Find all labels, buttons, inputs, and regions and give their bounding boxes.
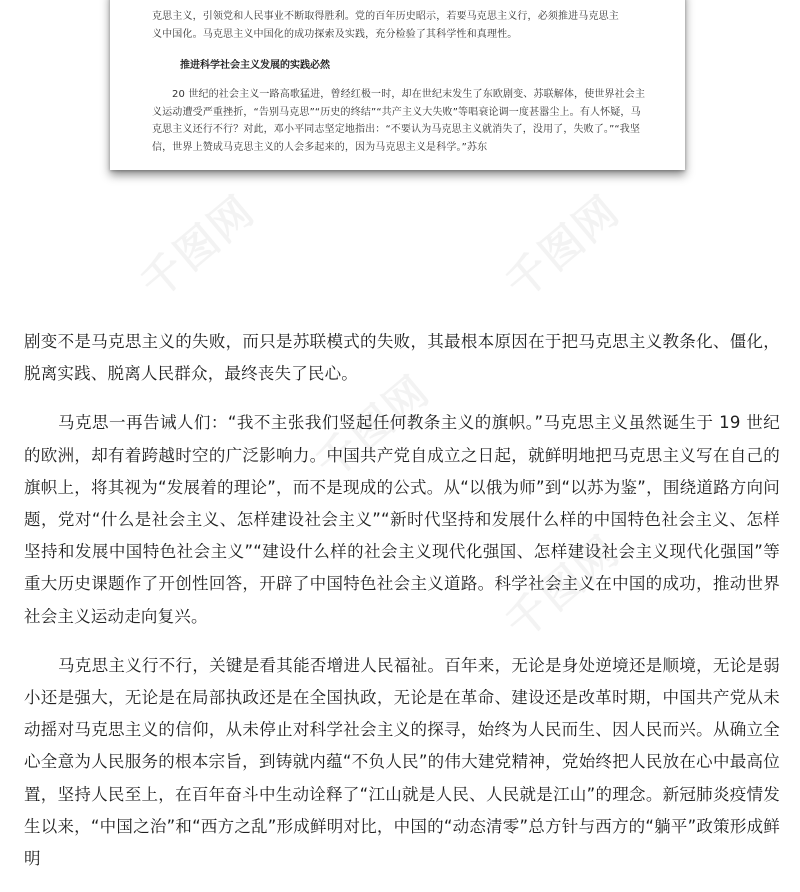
article-body <box>24 326 780 892</box>
excerpt-line-1: 克思主义，引领党和人民事业不断取得胜利。党的百年历史昭示，若要马克思主义行，必须推进马克思主 <box>152 11 619 22</box>
body-paragraph-1: 剧变不是马克思主义的失败，而只是苏联模式的失败，其最根本原因在于把马克思主义教条化、僵化，脱离实践、脱离人民群众，最终丧失了民心。 <box>24 332 780 384</box>
watermark <box>491 180 631 311</box>
excerpt-line-2: 义中国化。马克思主义中国化的成功探索及实践，充分检验了其科学性和真理性。 <box>152 28 518 40</box>
excerpt-card <box>110 0 685 170</box>
body-paragraph-3: 马克思主义行不行，关键是看其能否增进人民福祉。百年来，无论是身处逆境还是顺境，无论是弱小还是强大，无论是在局部执政还是在全国执政，无论是在革命、建设还是改革时期，中国共产党从未动摇对马克思主义的信仰，从未停止对科学社会主义的探寻，始终为人民而生、因人民而兴。从确立全心全意为人民服务的根本宗旨，到铸就内蕴“不负人民”的伟大建党精神，党始终把人民放在心中最高位置，坚持人民至上，在百年奋斗中生动诠释了“江山就是人民、人民就是江山”的理念。新冠肺炎疫情发生以来，“中国之治”和“西方之乱”形成鲜明对比，中国的“动态清零”总方针与西方的“躺平”政策形成鲜明 <box>24 655 780 869</box>
excerpt-content <box>152 8 650 156</box>
excerpt-heading: 推进科学社会主义发展的实践必然 <box>180 60 330 71</box>
excerpt-paragraph: 20 世纪的社会主义一路高歌猛进，曾经红极一时，却在世纪末发生了东欧剧变、苏联解体，使世界社会主义运动遭受严重挫折，“告别马克思”“历史的终结”“共产主义大失败”等唱衰论调一度甚嚣尘上。有人怀疑，马克思主义还行不行？对此，邓小平同志坚定地指出：“不要认为马克思主义就消失了，没用了，失败了。”“我坚信，世界上赞成马克思主义的人会多起来的，因为马克思主义是科学。”苏东 <box>152 89 646 153</box>
body-paragraph-2: 马克思一再告诫人们：“我不主张我们竖起任何教条主义的旗帜。”马克思主义虽然诞生于 19 世纪的欧洲，却有着跨越时空的广泛影响力。中国共产党自成立之日起，就鲜明地把马克思主义写在自己的旗帜上，将其视为“发展着的理论”，而不是现成的公式。从“以俄为师”到“以苏为鉴”，围绕道路方向问题，党对“什么是社会主义、怎样建设社会主义”“新时代坚持和发展什么样的中国特色社会主义、怎样坚持和发展中国特色社会主义”“建设什么样的社会主义现代化强国、怎样建设社会主义现代化强国”等重大历史课题作了开创性回答，开辟了中国特色社会主义道路。科学社会主义在中国的成功，推动世界社会主义运动走向复兴。 <box>24 413 780 626</box>
watermark <box>126 180 266 311</box>
